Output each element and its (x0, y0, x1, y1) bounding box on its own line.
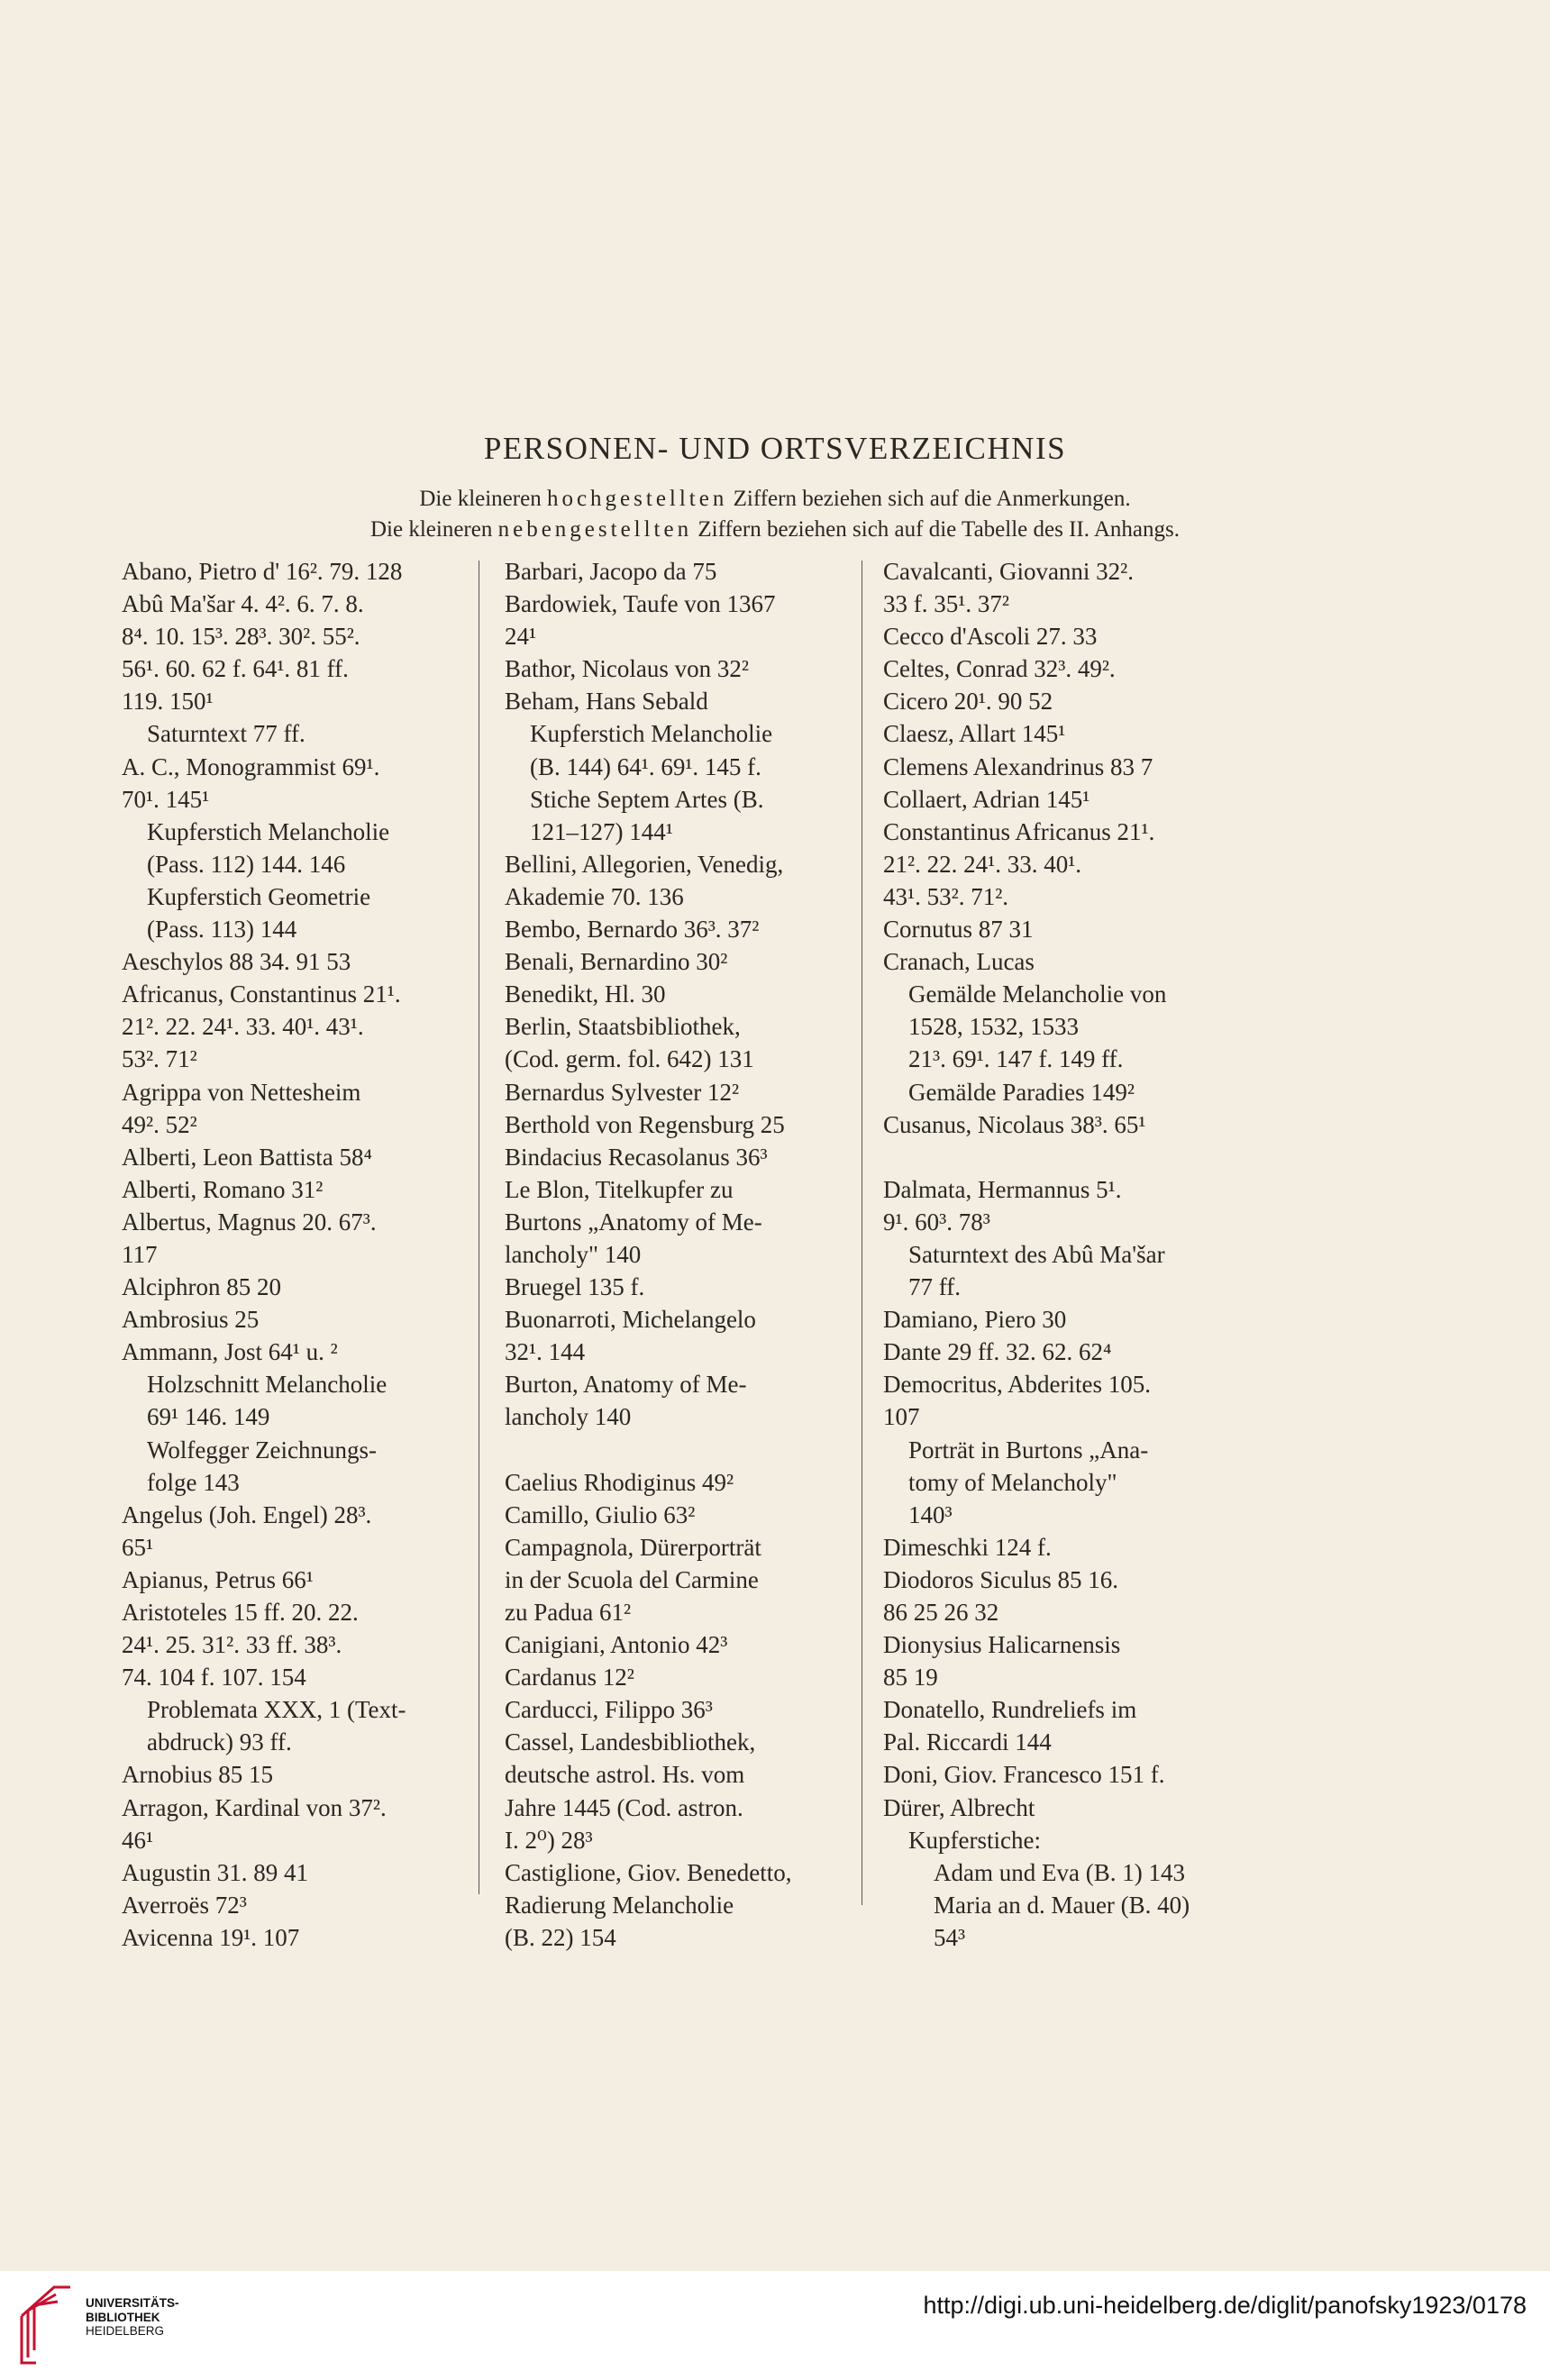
note2-post: Ziffern beziehen sich auf die Tabelle des II. Anhangs. (692, 517, 1180, 542)
index-entry: tomy of Melancholy" (908, 1468, 1117, 1496)
index-entry: 21³. 69¹. 147 f. 149 ff. (908, 1045, 1124, 1073)
index-entry: 121–127) 144¹ (530, 817, 673, 845)
index-entry: Jahre 1445 (Cod. astron. (505, 1793, 743, 1821)
page-title: PERSONEN- UND ORTSVERZEICHNIS (483, 431, 1067, 466)
index-entry: 24¹ (505, 623, 537, 651)
index-entry: Clemens Alexandrinus 83 7 (883, 752, 1153, 780)
index-entry: Bathor, Nicolaus von 32² (505, 655, 749, 683)
index-entry: Dalmata, Hermannus 5¹. (883, 1175, 1122, 1203)
permalink-url[interactable]: http://digi.ub.uni-heidelberg.de/diglit/panofsky1923/0178 (923, 2292, 1527, 2319)
index-entry: Campagnola, Dürerporträt (505, 1533, 761, 1561)
index-entry: abdruck) 93 ff. (147, 1728, 292, 1756)
index-entry: Beham, Hans Sebald (505, 688, 708, 716)
index-entry: Democritus, Abderites 105. (883, 1371, 1151, 1399)
index-entry: Alberti, Leon Battista 58⁴ (122, 1143, 372, 1171)
index-entry: Porträt in Burtons „Ana- (908, 1436, 1149, 1464)
index-entry: Apianus, Petrus 66¹ (122, 1565, 314, 1593)
index-entry: 85 19 (883, 1664, 938, 1692)
index-entry: 70¹. 145¹ (122, 785, 210, 813)
index-entry: Saturntext des Abû Ma'šar (908, 1240, 1165, 1268)
index-entry: 43¹. 53². 71². (883, 882, 1009, 910)
index-entry: in der Scuola del Carmine (505, 1565, 759, 1593)
index-entry: zu Padua 61² (505, 1599, 632, 1626)
index-entry: Gemälde Melancholie von (908, 980, 1167, 1008)
index-entry: Albertus, Magnus 20. 67³. (122, 1208, 377, 1236)
library-name (86, 2296, 179, 2339)
index-entry: Averroës 72³ (122, 1891, 247, 1919)
index-entry: Cardanus 12² (505, 1664, 634, 1692)
index-entry: 21². 22. 24¹. 33. 40¹. 43¹. (122, 1013, 364, 1041)
index-entry: Bellini, Allegorien, Venedig, (505, 850, 784, 878)
index-entry: lancholy" 140 (505, 1240, 642, 1268)
index-entry: Cicero 20¹. 90 52 (883, 688, 1053, 716)
index-entry: Berlin, Staatsbibliothek, (505, 1013, 741, 1041)
index-entry: Dante 29 ff. 32. 62. 62⁴ (883, 1338, 1112, 1366)
index-entry: Bruegel 135 f. (505, 1273, 645, 1301)
index-column-3 (883, 555, 1230, 1954)
index-entry: Problemata XXX, 1 (Text- (147, 1696, 406, 1724)
index-entry: Radierung Melancholie (505, 1891, 734, 1919)
index-entry: (B. 22) 154 (505, 1923, 616, 1951)
index-entry: Benali, Bernardino 30² (505, 948, 728, 976)
library-line-3: HEIDELBERG (86, 2324, 165, 2338)
index-entry: Augustin 31. 89 41 (122, 1858, 309, 1886)
index-entry: Dionysius Halicarnensis (883, 1631, 1121, 1659)
index-entry: lancholy 140 (505, 1403, 632, 1431)
index-entry: Ambrosius 25 (122, 1306, 260, 1334)
index-entry: 65¹ (122, 1533, 154, 1561)
index-entry: Cavalcanti, Giovanni 32². (883, 558, 1135, 585)
library-logo-icon (18, 2280, 74, 2366)
index-entry: 74. 104 f. 107. 154 (122, 1664, 306, 1692)
library-line-2: BIBLIOTHEK (86, 2310, 160, 2324)
index-entry: 140³ (908, 1500, 953, 1528)
index-entry: Alciphron 85 20 (122, 1273, 281, 1301)
note1-pre: Die kleineren (419, 487, 547, 511)
index-entry: 21². 22. 24¹. 33. 40¹. (883, 850, 1082, 878)
index-entry: Damiano, Piero 30 (883, 1306, 1067, 1334)
index-entry: I. 2⁰) 28³ (505, 1826, 593, 1854)
index-entry: 33 f. 35¹. 37² (883, 590, 1009, 618)
index-entry: Castiglione, Giov. Benedetto, (505, 1858, 792, 1886)
index-entry: Holzschnitt Melancholie (147, 1371, 388, 1399)
index-entry: Kupferstich Melancholie (147, 817, 390, 845)
index-entry: Camillo, Giulio 63² (505, 1500, 696, 1528)
index-entry: (B. 144) 64¹. 69¹. 145 f. (530, 752, 761, 780)
index-entry: Kupferstich Melancholie (530, 720, 773, 748)
footer-bar (0, 2271, 1550, 2380)
index-entry: Gemälde Paradies 149² (908, 1078, 1135, 1106)
index-entry: 1528, 1532, 1533 (908, 1013, 1079, 1041)
index-entry: Angelus (Joh. Engel) 28³. (122, 1500, 372, 1528)
index-entry: Stiche Septem Artes (B. (530, 785, 764, 813)
index-entry: Alberti, Romano 31² (122, 1175, 324, 1203)
index-entry: folge 143 (147, 1468, 240, 1496)
index-entry: Celtes, Conrad 32³. 49². (883, 655, 1116, 683)
index-entry: (Pass. 113) 144 (147, 916, 297, 944)
note2-pre: Die kleineren (370, 517, 498, 542)
index-entry: 46¹ (122, 1826, 154, 1854)
index-column-1 (122, 555, 464, 1954)
index-entry: Bardowiek, Taufe von 1367 (505, 590, 776, 618)
index-entry: (Pass. 112) 144. 146 (147, 850, 346, 878)
index-entry: Barbari, Jacopo da 75 (505, 558, 717, 585)
index-entry (505, 1434, 847, 1466)
index-entry: Akademie 70. 136 (505, 882, 684, 910)
index-entry: Wolfegger Zeichnungs- (147, 1436, 377, 1464)
index-entry: Cecco d'Ascoli 27. 33 (883, 623, 1098, 651)
index-entry: Cranach, Lucas (883, 948, 1035, 976)
index-entry: Claesz, Allart 145¹ (883, 720, 1066, 748)
index-entry: Dimeschki 124 f. (883, 1533, 1052, 1561)
index-column-2 (505, 555, 847, 1954)
index-entry: Kupferstich Geometrie (147, 882, 371, 910)
index-entry: Ammann, Jost 64¹ u. ² (122, 1338, 338, 1366)
index-entry: Saturntext 77 ff. (147, 720, 305, 748)
index-entry: Pal. Riccardi 144 (883, 1728, 1052, 1756)
index-entry: Bindacius Recasolanus 36³ (505, 1143, 768, 1171)
index-entry: Agrippa von Nettesheim (122, 1078, 361, 1106)
index-entry: Bernardus Sylvester 12² (505, 1078, 740, 1106)
index-entry: Maria an d. Mauer (B. 40) (934, 1891, 1190, 1919)
note-superscript (0, 487, 1550, 512)
index-entry: 9¹. 60³. 78³ (883, 1208, 990, 1236)
index-entry: (Cod. germ. fol. 642) 131 (505, 1045, 754, 1073)
index-entry: Canigiani, Antonio 42³ (505, 1631, 728, 1659)
index-entry: 69¹ 146. 149 (147, 1403, 270, 1431)
index-entry: Arnobius 85 15 (122, 1761, 273, 1789)
index-entry: Adam und Eva (B. 1) 143 (934, 1858, 1185, 1886)
index-entry: Berthold von Regensburg 25 (505, 1110, 785, 1138)
index-entry: 24¹. 25. 31². 33 ff. 38³. (122, 1631, 342, 1659)
note-subscript (0, 517, 1550, 543)
index-entry: Caelius Rhodiginus 49² (505, 1468, 734, 1496)
index-entry: Benedikt, Hl. 30 (505, 980, 666, 1008)
index-entry: 49². 52² (122, 1110, 197, 1138)
index-entry: 8⁴. 10. 15³. 28³. 30². 55². (122, 623, 360, 651)
index-entry: Carducci, Filippo 36³ (505, 1696, 713, 1724)
index-entry: Avicenna 19¹. 107 (122, 1923, 300, 1951)
index-entry: Collaert, Adrian 145¹ (883, 785, 1090, 813)
index-entry: 32¹. 144 (505, 1338, 586, 1366)
index-entry: 54³ (934, 1923, 966, 1951)
index-entry: Africanus, Constantinus 21¹. (122, 980, 401, 1008)
index-entry: Aeschylos 88 34. 91 53 (122, 948, 351, 976)
index-entry: 77 ff. (908, 1273, 961, 1301)
index-entry: Burton, Anatomy of Me- (505, 1371, 747, 1399)
index-entry: Kupferstiche: (908, 1826, 1041, 1854)
index-entry: A. C., Monogrammist 69¹. (122, 752, 380, 780)
note1-spaced: hochgestellten (546, 487, 728, 511)
index-entry: 117 (122, 1240, 158, 1268)
index-entry: Donatello, Rundreliefs im (883, 1696, 1137, 1724)
index-entry: Abano, Pietro d' 16². 79. 128 (122, 558, 403, 585)
index-entry: Le Blon, Titelkupfer zu (505, 1175, 734, 1203)
index-entry (883, 1141, 1230, 1173)
index-entry: Cornutus 87 31 (883, 916, 1034, 944)
index-entry: 119. 150¹ (122, 688, 214, 716)
index-entry: Arragon, Kardinal von 37². (122, 1793, 387, 1821)
index-entry: 56¹. 60. 62 f. 64¹. 81 ff. (122, 655, 349, 683)
library-line-1: UNIVERSITÄTS- (86, 2296, 179, 2310)
index-entry: Diodoros Siculus 85 16. (883, 1565, 1119, 1593)
index-entry: Doni, Giov. Francesco 151 f. (883, 1761, 1165, 1789)
index-entry: Bembo, Bernardo 36³. 37² (505, 916, 760, 944)
index-entry: Cassel, Landesbibliothek, (505, 1728, 756, 1756)
index-entry: Burtons „Anatomy of Me- (505, 1208, 762, 1236)
index-entry: 53². 71² (122, 1045, 197, 1073)
index-entry: Abû Ma'šar 4. 4². 6. 7. 8. (122, 590, 364, 618)
index-entry: Buonarroti, Michelangelo (505, 1306, 756, 1334)
index-entry: Constantinus Africanus 21¹. (883, 817, 1155, 845)
index-entry: 86 25 26 32 (883, 1599, 999, 1626)
index-entry: Dürer, Albrecht (883, 1793, 1035, 1821)
index-entry: Cusanus, Nicolaus 38³. 65¹ (883, 1110, 1146, 1138)
note2-spaced: nebengestellten (497, 517, 693, 542)
index-entry: 107 (883, 1403, 920, 1431)
index-entry: Aristoteles 15 ff. 20. 22. (122, 1599, 359, 1626)
index-entry: deutsche astrol. Hs. vom (505, 1761, 745, 1789)
note1-post: Ziffern beziehen sich auf die Anmerkungen. (727, 487, 1131, 511)
